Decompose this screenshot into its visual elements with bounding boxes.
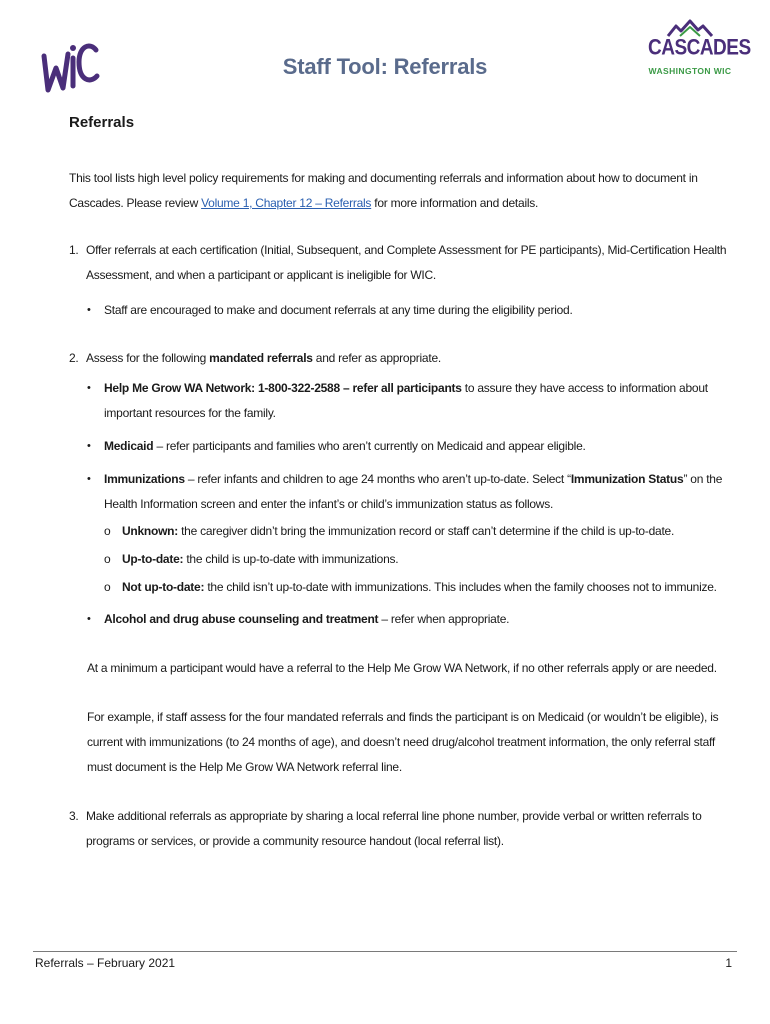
bullet-text [104, 607, 727, 632]
bullet-item-medicaid [87, 434, 727, 459]
bullet-icon: • [87, 613, 91, 625]
circle-bullet-icon: o [104, 552, 111, 566]
text-segment: Assess for the following [86, 351, 210, 365]
intro-text: This tool lists high level policy requirements for making and documenting referrals and information about how to document in Cascades. Please review [69, 171, 698, 210]
text-segment: to assure they have access to information about important resources for the family. [104, 381, 708, 420]
list-item-1 [69, 238, 729, 288]
text-segment: the child is up-to-date with immunizations. [183, 552, 399, 566]
page-number: 1 [725, 956, 732, 970]
list-number: 1. [69, 243, 79, 257]
text-segment: and refer as appropriate. [312, 351, 441, 365]
section-heading: Referrals [69, 114, 135, 131]
bullet-text [104, 467, 727, 517]
bullet-item-alcohol-drug [87, 607, 727, 632]
bullet-icon: • [87, 382, 91, 394]
intro-paragraph [69, 166, 729, 216]
minimum-referral-paragraph: At a minimum a participant would have a referral to the Help Me Grow WA Network, if no other referrals apply or are needed. [87, 661, 717, 675]
bullet-text [104, 376, 727, 426]
bullet-item [87, 298, 727, 323]
text-segment: – refer when appropriate. [378, 612, 510, 626]
footer-divider [33, 951, 737, 952]
bold-segment: Alcohol and drug abuse counseling and treatment [104, 612, 379, 626]
bullet-text: Staff are encouraged to make and document referrals at any time during the eligibility period. [104, 303, 573, 317]
list-number: 2. [69, 351, 79, 365]
example-paragraph: For example, if staff assess for the four mandated referrals and finds the participant is on Medicaid (or wouldn’t be eligible), is current with immunizations (to 24 months of age), and doesn’t need drug/alcohol treatment information, the only referral staff must document is the Help Me Grow WA Network referral line. [87, 710, 719, 774]
volume-1-chapter-12-link[interactable]: Volume 1, Chapter 12 – Referrals [201, 196, 372, 210]
sub-bullet-text [122, 575, 724, 600]
sub-bullet-text [122, 547, 724, 572]
bold-segment: Help Me Grow WA Network: 1-800-322-2588 – refer all participants [104, 381, 462, 395]
bold-segment: Unknown: [122, 524, 178, 538]
footer-text: Referrals – February 2021 [35, 956, 176, 970]
bold-segment: Immunizations [104, 472, 185, 486]
circle-bullet-icon: o [104, 524, 111, 538]
page-title: Staff Tool: Referrals [282, 54, 488, 79]
bullet-icon: • [87, 440, 91, 452]
list-item-3 [69, 804, 729, 854]
bold-segment: Not up-to-date: [122, 580, 205, 594]
bullet-text [104, 434, 727, 459]
text-segment: – refer participants and families who aren’t currently on Medicaid and appear eligible. [153, 439, 586, 453]
text-segment: – refer infants and children to age 24 months who aren’t up-to-date. Select “ [184, 472, 571, 486]
bullet-icon: • [87, 304, 91, 316]
bold-segment: Up-to-date: [122, 552, 184, 566]
bold-segment: Medicaid [104, 439, 154, 453]
sub-bullet-text [122, 519, 724, 544]
cascades-logo-text: CASCADES [648, 36, 751, 61]
sub-bullet-up-to-date [104, 547, 724, 572]
text-segment: ” on the Health Information screen and enter the infant’s or child’s immunization status as follows. [104, 472, 723, 511]
bullet-item-help-me-grow [87, 376, 727, 426]
bold-segment: mandated referrals [209, 351, 313, 365]
list-number: 3. [69, 809, 79, 823]
sub-bullet-not-up-to-date [104, 575, 724, 600]
sub-bullet-unknown [104, 519, 724, 544]
cascades-logo-subtext: WASHINGTON WIC [648, 66, 732, 76]
list-item-text: Offer referrals at each certification (Initial, Subsequent, and Complete Assessment for PE participants), Mid-Certification Health Assessment, and when a participant or applicant is ineligible for WIC. [86, 243, 727, 282]
list-item-text: Make additional referrals as appropriate by sharing a local referral line phone number, provide verbal or written referrals to programs or services, or provide a community resource handout (local referral list). [86, 809, 702, 848]
circle-bullet-icon: o [104, 580, 111, 594]
text-segment: the caregiver didn’t bring the immunization record or staff can’t determine if the child is up-to-date. [178, 524, 675, 538]
bold-segment: Immunization Status [570, 472, 684, 486]
intro-text-after: for more information and details. [371, 196, 539, 210]
list-item-2 [69, 346, 729, 371]
list-item-text [86, 346, 729, 371]
text-segment: the child isn’t up-to-date with immunizations. This includes when the family chooses not to immunize. [204, 580, 717, 594]
bullet-icon: • [87, 473, 91, 485]
bullet-item-immunizations [87, 467, 727, 517]
